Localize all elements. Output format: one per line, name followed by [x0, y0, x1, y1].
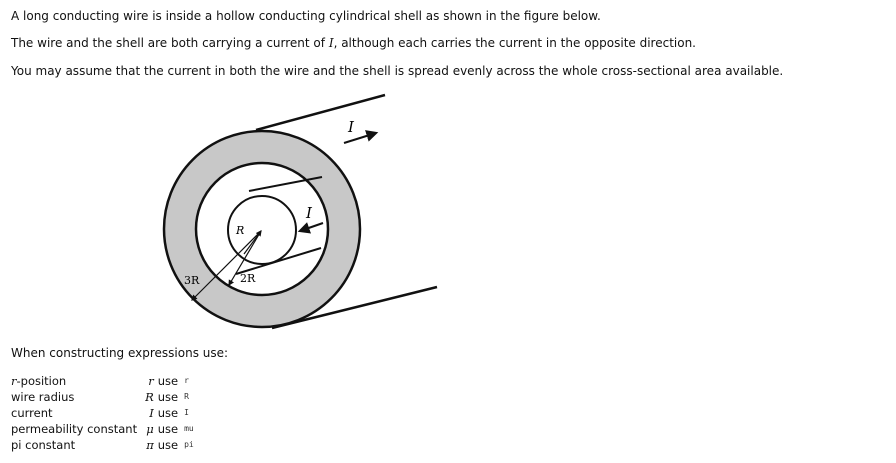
expression-row: [9, 421, 196, 437]
expression-code: I: [184, 408, 189, 417]
expression-row: [9, 389, 196, 405]
expression-symbol: R: [145, 390, 154, 404]
expression-row: [9, 373, 196, 389]
expression-row: [9, 405, 196, 421]
expression-label-text: pi constant: [11, 438, 76, 452]
intro-paragraph-2-text-b: , although each carries the current in the opposite direction.: [333, 36, 696, 50]
expression-code: R: [184, 392, 189, 401]
label-3R: 3R: [184, 274, 200, 287]
expression-symbol: r: [148, 374, 154, 388]
expression-row: [9, 437, 196, 453]
expression-label-text: current: [11, 406, 53, 420]
shell-current-label: I: [348, 118, 354, 136]
expression-code: mu: [184, 424, 194, 433]
expression-label: [9, 405, 139, 421]
intro-paragraph-2-text-a: The wire and the shell are both carrying a current of: [11, 36, 329, 50]
expression-label: [9, 373, 139, 389]
expression-use-word: use: [157, 438, 179, 452]
shell-outer-top-edge: [256, 95, 385, 130]
expression-use-word: use: [157, 390, 179, 404]
wire-shell-figure: [150, 88, 450, 338]
expression-symbol: I: [149, 406, 154, 420]
expression-label-variable: r: [11, 374, 17, 388]
current-variable: I: [328, 36, 334, 50]
label-2R: 2R: [240, 272, 256, 285]
intro-paragraph-2: [11, 36, 696, 51]
expression-label: [9, 421, 139, 437]
label-R: R: [236, 224, 245, 237]
expressions-table-body: [9, 373, 196, 453]
expression-label: [9, 389, 139, 405]
expression-label-text: wire radius: [11, 390, 75, 404]
expressions-heading: When constructing expressions use:: [11, 346, 229, 360]
expression-label: [9, 437, 139, 453]
expression-label-text: permeability constant: [11, 422, 138, 436]
expression-use-word: use: [157, 406, 179, 420]
intro-paragraph-1: A long conducting wire is inside a hollow conducting cylindrical shell as shown in the figure below.: [11, 9, 601, 23]
expression-symbol: μ: [146, 422, 154, 436]
expression-label-text: -position: [16, 374, 67, 388]
expression-symbol: π: [146, 438, 154, 452]
expression-use-word: use: [157, 422, 179, 436]
expressions-table: [9, 373, 196, 453]
expression-code: pi: [184, 440, 194, 449]
intro-paragraph-3: You may assume that the current in both the wire and the shell is spread evenly across the whole cross-sectional area available.: [11, 64, 784, 78]
expression-code: r: [184, 376, 189, 385]
expression-use-word: use: [157, 374, 179, 388]
wire-current-label: I: [306, 204, 312, 222]
